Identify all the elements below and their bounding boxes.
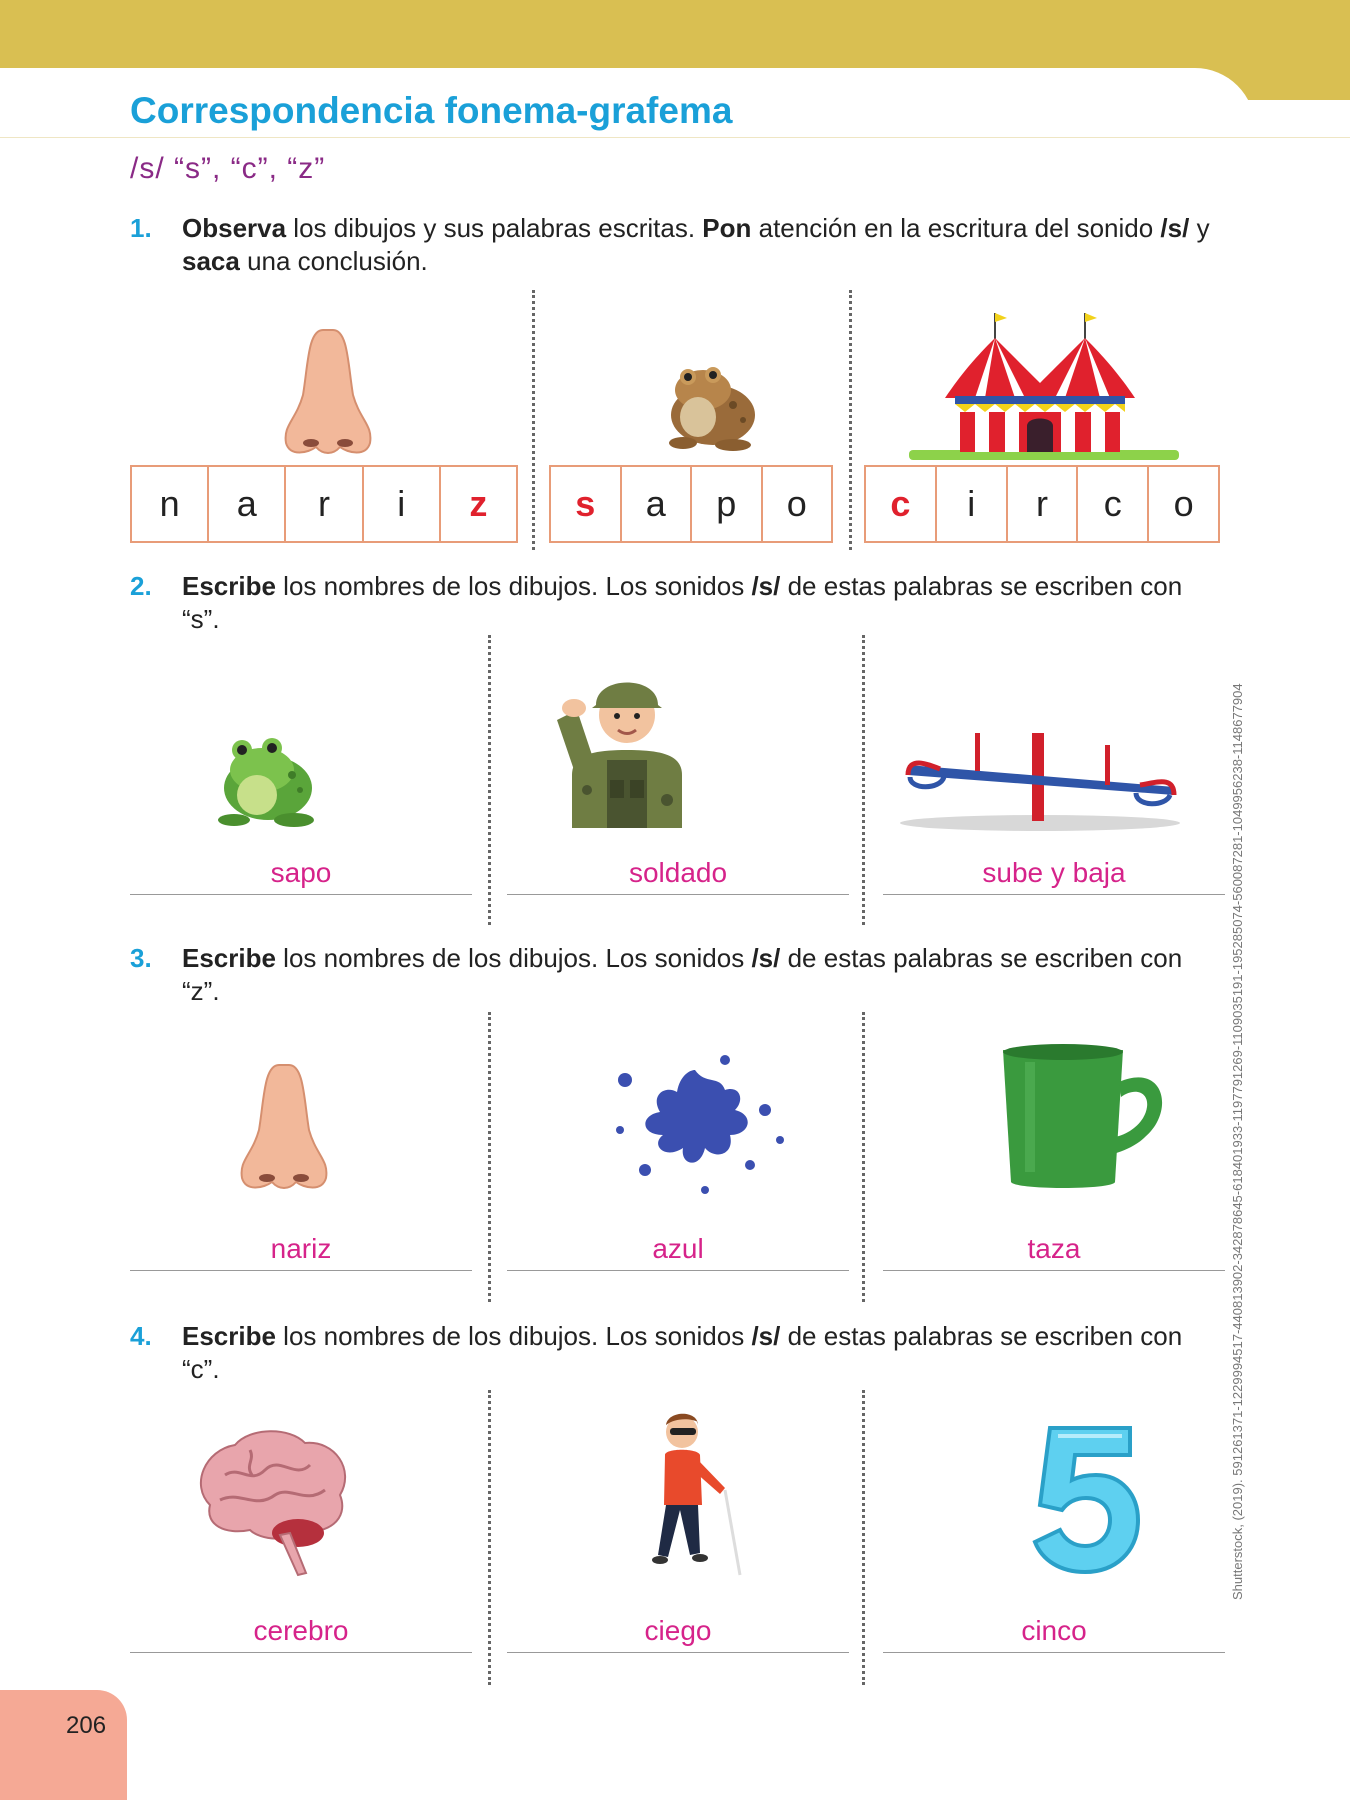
answer-line[interactable] [507,852,849,895]
letter-cell: i [935,467,1006,541]
page-subtitle: /s/ “s”, “c”, “z” [130,152,326,185]
exercise-1-text: Observa los dibujos y sus palabras escritas. Pon atención en la escritura del sonido /s/ y saca una conclusión. [182,213,1210,276]
exercise-3-instruction [130,942,1210,1008]
nose-image [278,325,378,460]
divider [862,1390,865,1685]
answer-line[interactable] [507,1610,849,1653]
letter-cell: r [1006,467,1077,541]
answer-text: sube y baja [982,857,1126,888]
letter-cell: a [620,467,691,541]
answer-line[interactable] [130,1610,472,1653]
number-five-image [1030,1420,1140,1580]
answer-text: nariz [270,1233,332,1264]
seesaw-image [900,725,1182,835]
answer-text: cinco [1021,1615,1087,1646]
divider [488,1390,491,1685]
letter-box-sapo [549,465,833,543]
letter-cell: n [159,483,180,524]
exercise-4-instruction [130,1320,1210,1386]
letter-box-circo [864,465,1220,543]
answer-text: soldado [628,857,728,888]
answer-line[interactable] [883,1610,1225,1653]
toad-image [658,355,768,455]
blind-man-image [640,1410,745,1580]
letter-cell: a [207,467,284,541]
letter-cell: o [1147,467,1218,541]
exercise-2-text: Escribe los nombres de los dibujos. Los sonidos /s/ de estas palabras se escriben con “s”. [182,571,1183,634]
divider [532,290,535,550]
letter-box-nariz [130,465,518,543]
circus-tent-image [905,308,1180,463]
mug-image [995,1042,1175,1192]
answer-text: sapo [270,857,332,888]
brain-image [190,1425,355,1580]
exercise-4-number: 4. [130,1321,152,1351]
letter-cell: s [575,483,596,524]
divider [849,290,852,550]
blue-splash-image [605,1040,790,1200]
exercise-1-instruction [130,212,1210,278]
exercise-1-number: 1. [130,213,152,243]
answer-line[interactable] [883,1228,1225,1271]
letter-cell: z [439,467,516,541]
divider [488,635,491,925]
letter-cell: p [690,467,761,541]
page-title: Correspondencia fonema-grafema [130,90,733,131]
answer-line[interactable] [883,852,1225,895]
page-number: 206 [66,1712,107,1739]
answer-line[interactable] [130,852,472,895]
exercise-4-text: Escribe los nombres de los dibujos. Los sonidos /s/ de estas palabras se escriben con “c”. [182,1321,1183,1384]
letter-cell: c [1076,467,1147,541]
answer-text: azul [652,1233,704,1264]
exercise-3-number: 3. [130,943,152,973]
letter-cell: r [284,467,361,541]
answer-text: taza [1027,1233,1081,1264]
answer-line[interactable] [130,1228,472,1271]
nose-image [234,1060,334,1195]
divider [488,1012,491,1302]
exercise-3-text: Escribe los nombres de los dibujos. Los sonidos /s/ de estas palabras se escriben con “z”. [182,943,1183,1006]
letter-cell: i [362,467,439,541]
letter-cell: o [761,467,832,541]
exercise-2-instruction [130,570,1210,636]
title-divider [0,137,1350,138]
exercise-2-number: 2. [130,571,152,601]
answer-text: cerebro [253,1615,349,1646]
frog-image [212,730,324,830]
page-number-tab [0,1690,127,1800]
answer-text: ciego [644,1615,712,1646]
soldier-image [552,660,702,830]
divider [862,635,865,925]
answer-line[interactable] [507,1228,849,1271]
image-credit: Shutterstock, (2019). 591261371-1229994517-440813902-342878645-618401933-1197791269-1109035191-195285074-560087281-1049956238-1148677904 [1230,683,1245,1600]
divider [862,1012,865,1302]
letter-cell: c [890,483,911,524]
